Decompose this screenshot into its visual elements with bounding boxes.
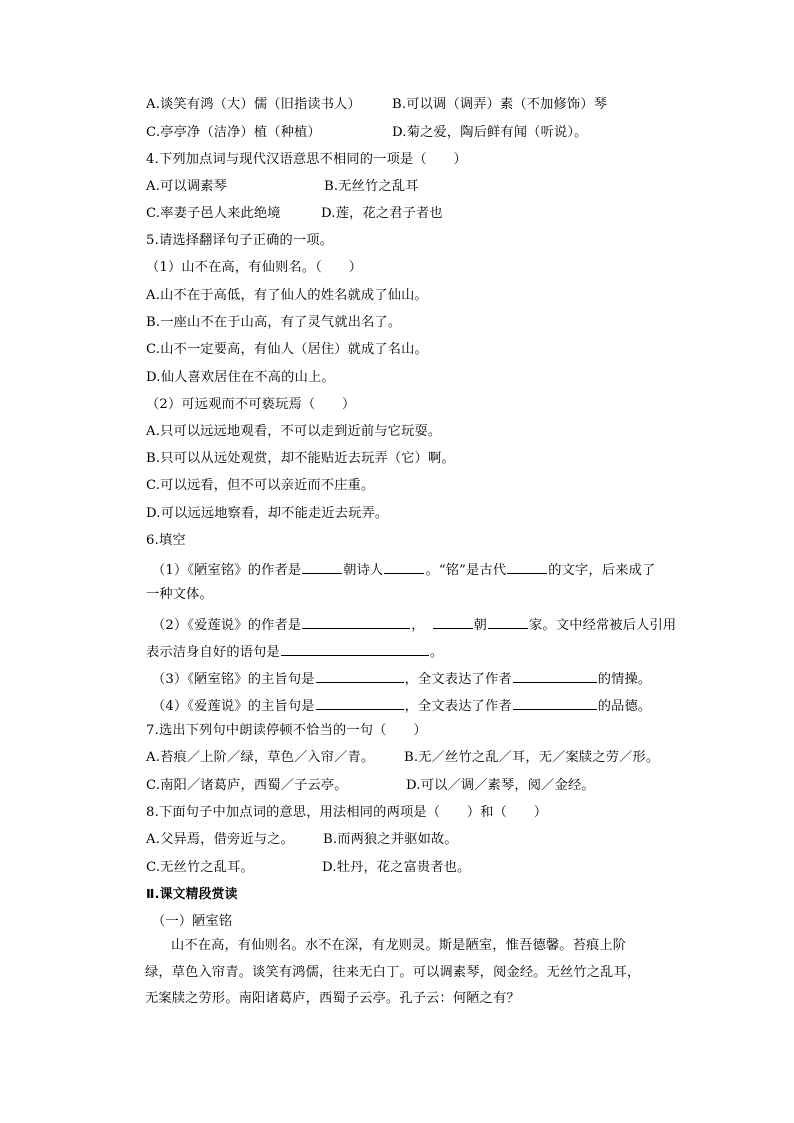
q4-option-c: C.率妻子邑人来此绝境 (146, 206, 281, 221)
q6-l4-text-c: 的品德。 (597, 699, 652, 714)
q7-options-row-2 (146, 776, 595, 796)
q6-l3-text-c: 的情操。 (597, 672, 652, 687)
fill-blank[interactable] (316, 667, 404, 683)
q5-sub2-option-c: C.可以远看，但不可以亲近而不庄重。 (146, 478, 375, 493)
fill-blank[interactable] (281, 640, 429, 656)
q5-sub2-option-a: A.只可以远远地观看，不可以走到近前与它玩耍。 (146, 424, 442, 439)
q3-options-row-2 (146, 123, 588, 143)
q6-line-1 (152, 558, 655, 578)
q6-line-1-cont: 一种文体。 (146, 587, 213, 602)
q6-l1-text-b: 朝诗人 (343, 563, 384, 578)
fill-blank[interactable] (513, 694, 597, 710)
q3-option-b: B.可以调（调弄）素（不加修饰）琴 (392, 97, 608, 112)
q5-sub1-option-b: B.一座山不在于山高，有了灵气就出名了。 (146, 315, 402, 330)
q7-option-d: D.可以／调／素琴，阅／金经。 (406, 778, 595, 793)
fill-blank[interactable] (384, 558, 424, 574)
passage-text: 山不在高，有仙则名。水不在深，有龙则灵。斯是陋室，惟吾德馨。苔痕上阶绿，草色入帘青。谈笑有鸿儒，往来无白丁。可以调素琴，阅金经。无丝竹之乱耳，无案牍之劳形。南阳诸葛庐，西蜀子云亭。孔子云：何陋之有？ (145, 938, 641, 1007)
q5-sub1-option-a: A.山不在于高低，有了仙人的姓名就成了仙山。 (146, 288, 428, 303)
q6-l2-text-d: 家。文中经常被后人引用 (529, 618, 677, 633)
q4-option-d: D.莲，花之君子者也 (321, 206, 443, 221)
q8-options-row-2 (146, 858, 471, 878)
q6-l3-text-b: ，全文表达了作者 (404, 672, 512, 687)
q3-option-a: A.谈笑有鸿（大）儒（旧指读书人） (146, 97, 361, 112)
q8-option-d: D.牡丹，花之富贵者也。 (322, 860, 471, 875)
q6-l2-text-b: ， (411, 618, 425, 633)
section-heading: Ⅱ.课文精段赏读 (146, 887, 238, 902)
fill-blank[interactable] (433, 613, 473, 629)
q5-sub1: （1）山不在高，有仙则名。（ ） (146, 260, 363, 275)
q8-option-b: B.而两狼之并驱如故。 (323, 832, 458, 847)
fill-blank[interactable] (316, 694, 404, 710)
fill-blank[interactable] (302, 558, 342, 574)
q4-option-a: A.可以调素琴 (146, 179, 228, 194)
q6-stem: 6.填空 (146, 533, 186, 548)
q7-option-a: A.苔痕／上阶／绿，草色／入帘／青。 (146, 750, 375, 765)
q6-l1-text-a: （1）《陋室铭》的作者是 (152, 563, 302, 578)
q6-l3-text-a: （3）《陋室铭》的主旨句是 (152, 672, 315, 687)
q5-sub2-option-b: B.只可以从远处观赏，却不能贴近去玩弄（它）啊。 (146, 451, 455, 466)
q6-l2-text-f: 。 (429, 645, 444, 660)
q6-line-4 (152, 694, 651, 714)
q8-options-row-1 (146, 830, 458, 850)
q7-stem: 7.选出下列句中朗读停顿不恰当的一句（ ） (146, 723, 427, 738)
q5-sub2-option-d: D.可以远远地察看，却不能走近去玩弄。 (146, 506, 389, 521)
q5-sub2: （2）可远观而不可亵玩焉（ ） (146, 397, 356, 412)
q7-option-c: C.南阳／诸葛庐，西蜀／子云亭。 (146, 778, 348, 793)
q6-l1-text-d: 的文字，后来成了 (548, 563, 656, 578)
q6-l4-text-a: （4）《爱莲说》的主旨句是 (152, 699, 315, 714)
q6-l4-text-b: ，全文表达了作者 (404, 699, 512, 714)
q8-stem: 8.下面句子中加点词的意思，用法相同的两项是（ ）和（ ） (146, 805, 548, 820)
q6-line-3 (152, 667, 651, 687)
q5-stem: 5.请选择翻译句子正确的一项。 (146, 233, 334, 248)
q8-option-c: C.无丝竹之乱耳。 (146, 860, 254, 875)
q3-option-c: C.亭亭净（洁净）植（种植） (146, 125, 321, 140)
fill-blank[interactable] (488, 613, 528, 629)
q5-sub1-option-d: D.仙人喜欢居住在不高的山上。 (146, 370, 335, 385)
q3-options-row-1 (146, 95, 608, 115)
q6-l2-text-e: 表示洁身自好的语句是 (146, 645, 280, 660)
q3-option-d: D.菊之爱，陶后鲜有闻（听说）。 (392, 125, 588, 140)
fill-blank[interactable] (507, 558, 547, 574)
q7-options-row-1 (146, 748, 660, 768)
q6-l2-text-c: 朝 (473, 618, 488, 633)
q4-options-row-2 (146, 204, 443, 224)
q4-option-b: B.无丝竹之乱耳 (324, 179, 419, 194)
fill-blank[interactable] (302, 613, 410, 629)
q6-l1-text-c: 。“铭”是古代 (425, 563, 507, 578)
section-subheading: （一）陋室铭 (152, 914, 233, 929)
q4-stem: 4.下列加点词与现代汉语意思不相同的一项是（ ） (146, 152, 467, 167)
q6-l2-text-a: （2）《爱莲说》的作者是 (152, 618, 302, 633)
q8-option-a: A.父异焉，借旁近与之。 (146, 832, 294, 847)
q7-option-b: B.无／丝竹之乱／耳，无／案牍之劳／形。 (404, 750, 660, 765)
fill-blank[interactable] (513, 667, 597, 683)
q6-line-2-cont (146, 640, 443, 660)
q5-sub1-option-c: C.山不一定要高，有仙人（居住）就成了名山。 (146, 342, 428, 357)
q4-options-row-1 (146, 177, 419, 197)
q6-line-2 (152, 613, 676, 633)
